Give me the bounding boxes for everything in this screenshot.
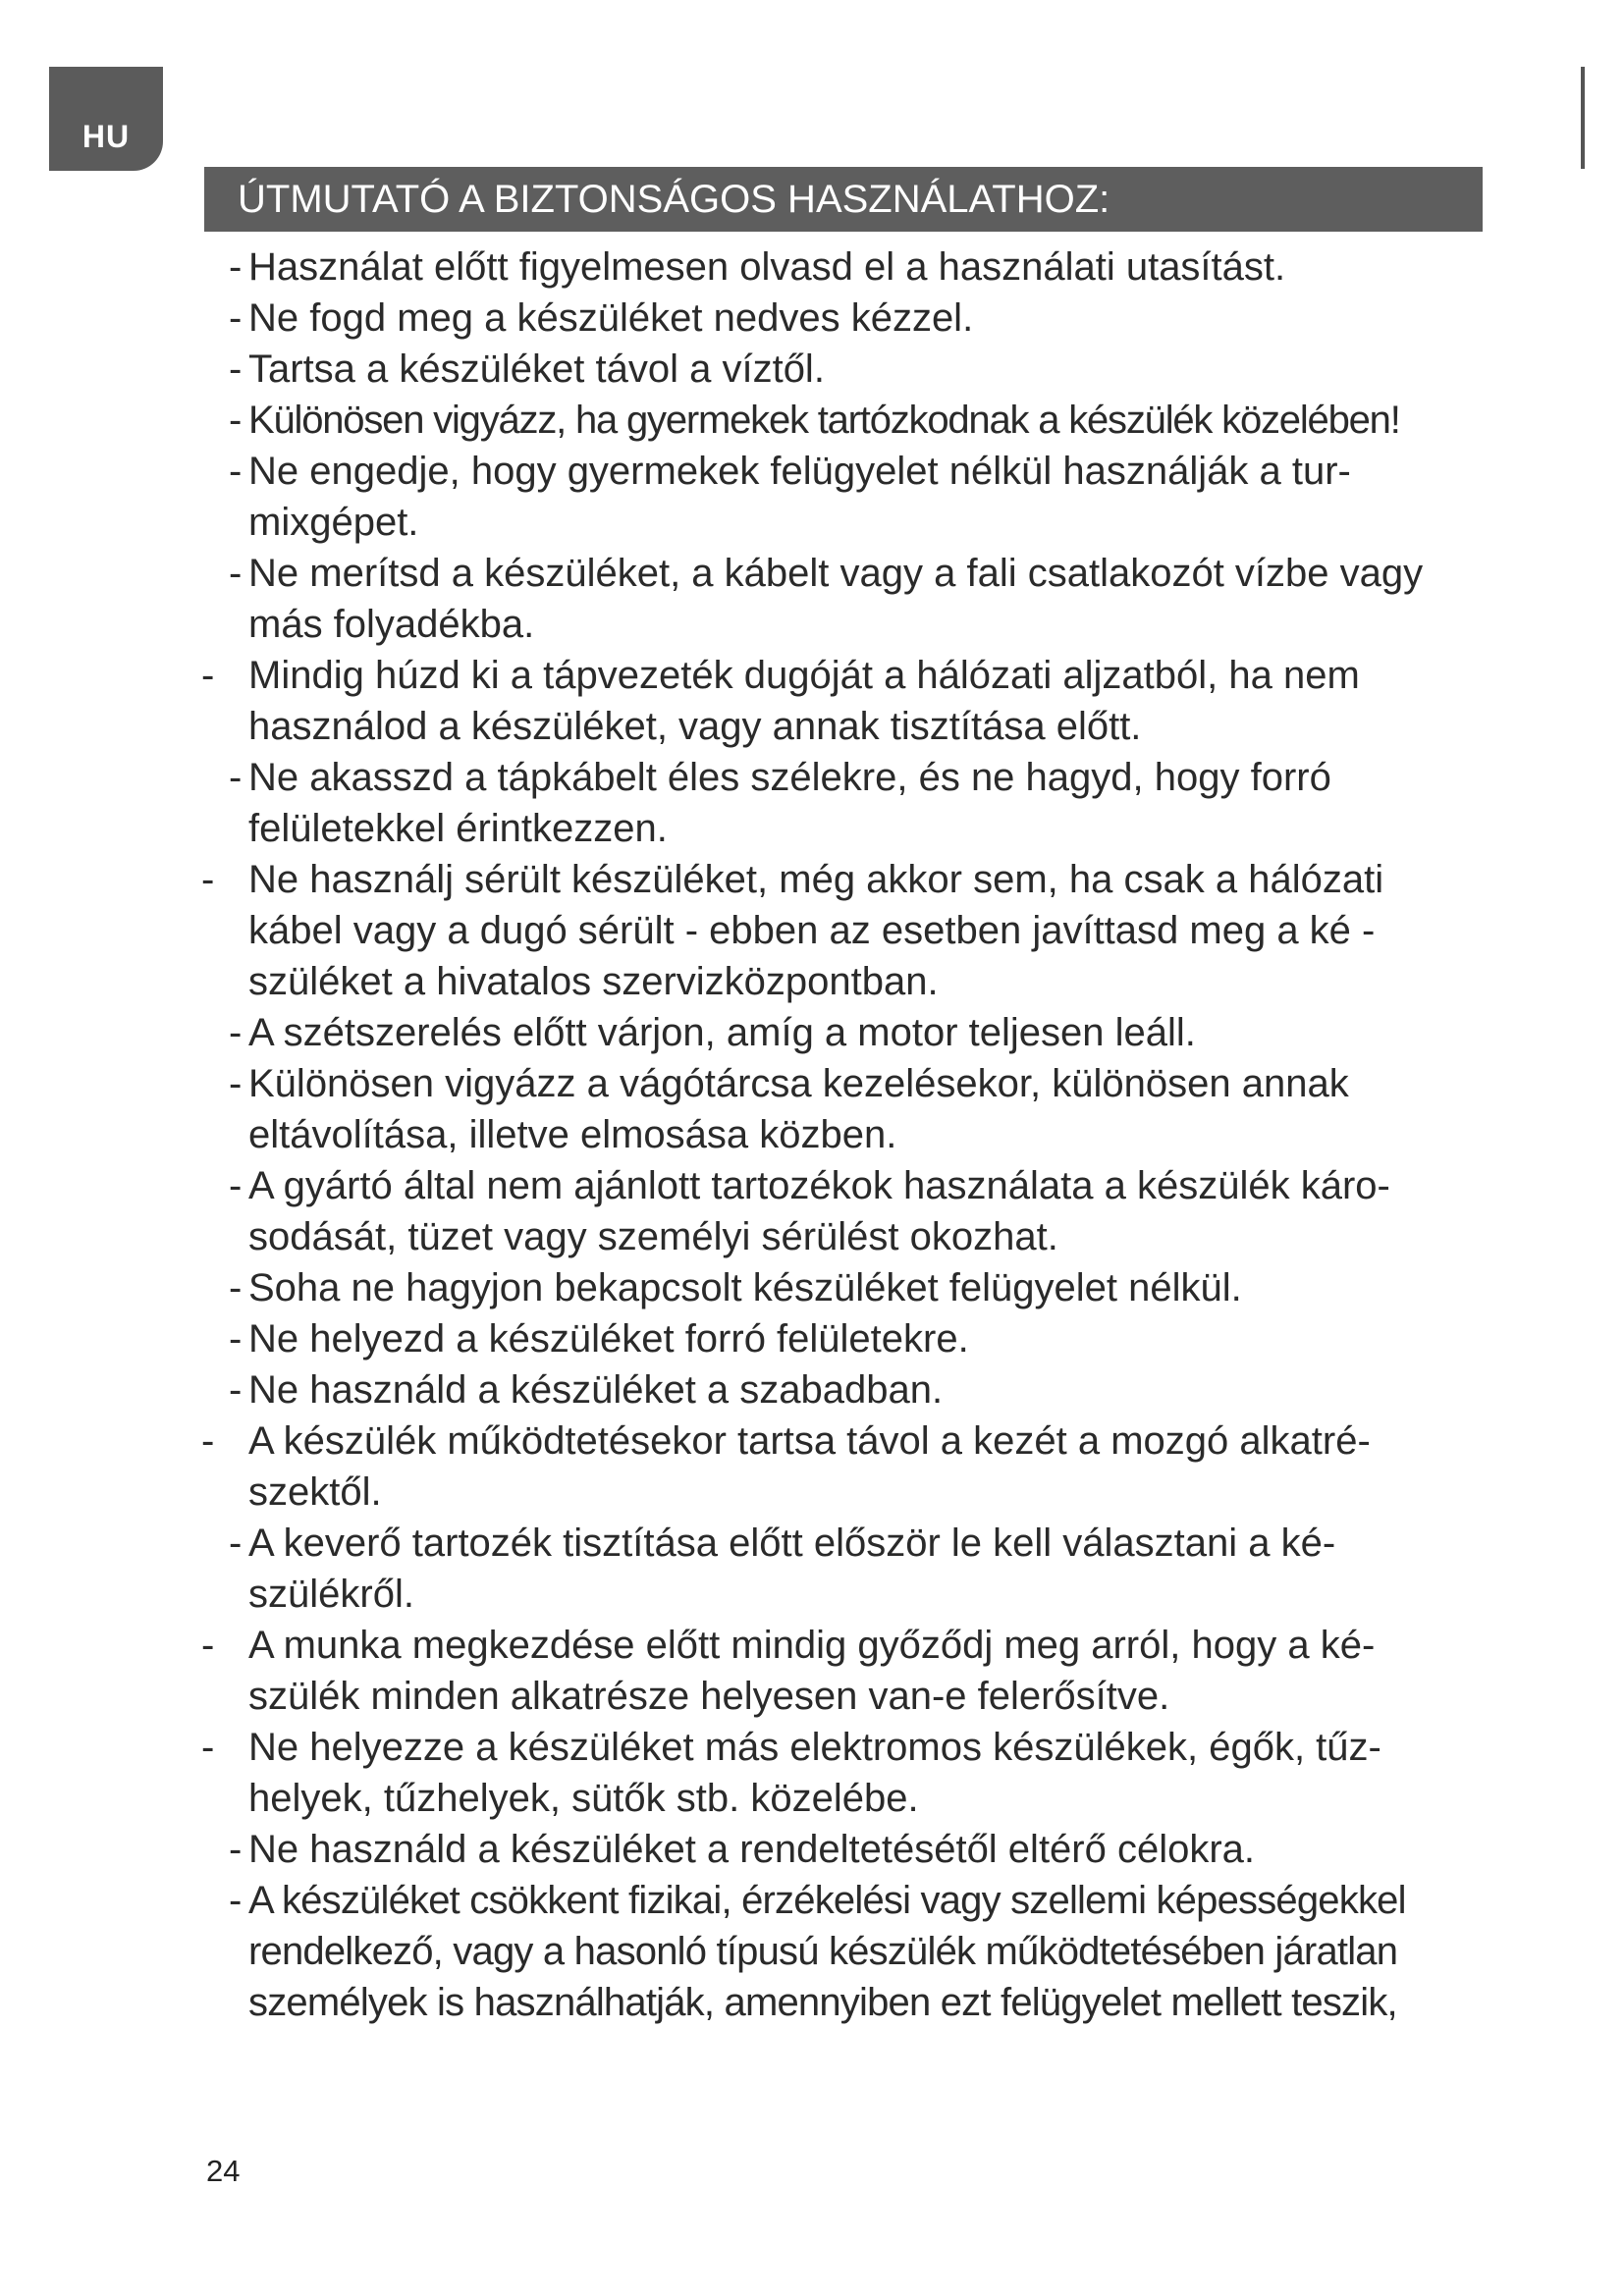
item-line: Ne akasszd a tápkábelt éles szélekre, és ne hagyd, hogy forró <box>248 756 1331 799</box>
section-header: ÚTMUTATÓ A BIZTONSÁGOS HASZNÁLATHOZ: <box>204 167 1483 232</box>
item-line: A készüléket csökkent fizikai, érzékelési vagy szellemi képességekkel <box>248 1879 1406 1922</box>
item-line: Ne engedje, hogy gyermekek felügyelet nélkül használják a tur- <box>248 450 1351 493</box>
item-line: helyek, tűzhelyek, sütők stb. közelébe. <box>248 1777 919 1820</box>
item-line: Mindig húzd ki a tápvezeték dugóját a hálózati aljzatból, ha nem <box>248 654 1360 697</box>
item-line: Soha ne hagyjon bekapcsolt készüléket felügyelet nélkül. <box>248 1266 1242 1309</box>
item-line: Ne használd a készüléket a szabadban. <box>248 1368 944 1412</box>
item-line: Tartsa a készüléket távol a víztől. <box>248 347 825 391</box>
item-line: mixgépet. <box>248 501 419 544</box>
item-dash: - <box>229 1266 243 1309</box>
list-item <box>201 1518 1537 1620</box>
item-line: Különösen vigyázz, ha gyermekek tartózkodnak a készülék közelében! <box>248 399 1400 442</box>
item-line: felületekkel érintkezzen. <box>248 807 668 850</box>
list-item <box>201 1262 1537 1313</box>
item-dash: - <box>229 1879 243 1922</box>
item-line: szülékről. <box>248 1573 414 1616</box>
item-dash: - <box>201 654 215 697</box>
item-line: Ne merítsd a készüléket, a kábelt vagy a fali csatlakozót vízbe vagy <box>248 552 1424 595</box>
edge-marker-line <box>1581 67 1585 169</box>
page-number: 24 <box>206 2154 241 2188</box>
item-line: eltávolítása, illetve elmosása közben. <box>248 1113 897 1156</box>
item-line: szektől. <box>248 1470 382 1514</box>
item-dash: - <box>229 1011 243 1054</box>
item-line: Ne helyezd a készüléket forró felületekre. <box>248 1317 969 1361</box>
item-line: kábel vagy a dugó sérült - ebben az esetben javíttasd meg a ké - <box>248 909 1376 952</box>
item-line: személyek is használhatják, amennyiben ezt felügyelet mellett teszik, <box>248 1981 1397 2024</box>
item-dash: - <box>229 1828 243 1871</box>
item-dash: - <box>201 1419 215 1463</box>
item-line: sodását, tüzet vagy személyi sérülést okozhat. <box>248 1215 1058 1258</box>
item-line: A munka megkezdése előtt mindig győződj meg arról, hogy a ké- <box>248 1624 1376 1667</box>
list-item <box>201 548 1537 650</box>
list-item <box>201 1722 1537 1824</box>
list-item <box>201 1007 1537 1058</box>
item-line: Ne használj sérült készüléket, még akkor sem, ha csak a hálózati <box>248 858 1384 901</box>
item-line: Ne használd a készüléket a rendeltetésétől eltérő célokra. <box>248 1828 1256 1871</box>
item-dash: - <box>201 858 215 901</box>
list-item <box>201 1364 1537 1415</box>
list-item <box>201 293 1537 344</box>
item-dash: - <box>229 347 243 391</box>
item-dash: - <box>201 1726 215 1769</box>
list-item <box>201 395 1537 446</box>
item-dash: - <box>229 1522 243 1565</box>
item-line: használod a készüléket, vagy annak tisztítása előtt. <box>248 705 1142 748</box>
safety-instructions-list <box>201 241 1537 2028</box>
list-item <box>201 1824 1537 1875</box>
item-line: rendelkező, vagy a hasonló típusú készülék működtetésében járatlan <box>248 1930 1398 1973</box>
list-item <box>201 1160 1537 1262</box>
item-dash: - <box>201 1624 215 1667</box>
list-item <box>201 1313 1537 1364</box>
item-line: A szétszerelés előtt várjon, amíg a motor teljesen leáll. <box>248 1011 1196 1054</box>
item-dash: - <box>229 1062 243 1105</box>
item-line: Ne helyezze a készüléket más elektromos készülékek, égők, tűz- <box>248 1726 1381 1769</box>
list-item <box>201 446 1537 548</box>
item-line: A készülék működtetésekor tartsa távol a kezét a mozgó alkatré- <box>248 1419 1371 1463</box>
item-dash: - <box>229 296 243 340</box>
item-line: más folyadékba. <box>248 603 535 646</box>
item-line: Ne fogd meg a készüléket nedves kézzel. <box>248 296 974 340</box>
item-dash: - <box>229 399 243 442</box>
list-item <box>201 241 1537 293</box>
item-dash: - <box>229 756 243 799</box>
item-dash: - <box>229 1164 243 1207</box>
list-item <box>201 752 1537 854</box>
list-item <box>201 344 1537 395</box>
item-line: Használat előtt figyelmesen olvasd el a használati utasítást. <box>248 245 1286 289</box>
language-tab: HU <box>49 67 163 171</box>
item-dash: - <box>229 1368 243 1412</box>
item-line: Különösen vigyázz a vágótárcsa kezelésekor, különösen annak <box>248 1062 1349 1105</box>
item-line: szüléket a hivatalos szervizközpontban. <box>248 960 939 1003</box>
list-item <box>201 1415 1537 1518</box>
list-item <box>201 650 1537 752</box>
item-dash: - <box>229 245 243 289</box>
list-item <box>201 854 1537 1007</box>
item-line: A gyártó által nem ajánlott tartozékok használata a készülék káro- <box>248 1164 1390 1207</box>
list-item <box>201 1875 1537 2028</box>
item-dash: - <box>229 552 243 595</box>
item-dash: - <box>229 450 243 493</box>
item-line: szülék minden alkatrésze helyesen van-e felerősítve. <box>248 1675 1170 1718</box>
list-item <box>201 1058 1537 1160</box>
list-item <box>201 1620 1537 1722</box>
item-dash: - <box>229 1317 243 1361</box>
item-line: A keverő tartozék tisztítása előtt először le kell választani a ké- <box>248 1522 1336 1565</box>
